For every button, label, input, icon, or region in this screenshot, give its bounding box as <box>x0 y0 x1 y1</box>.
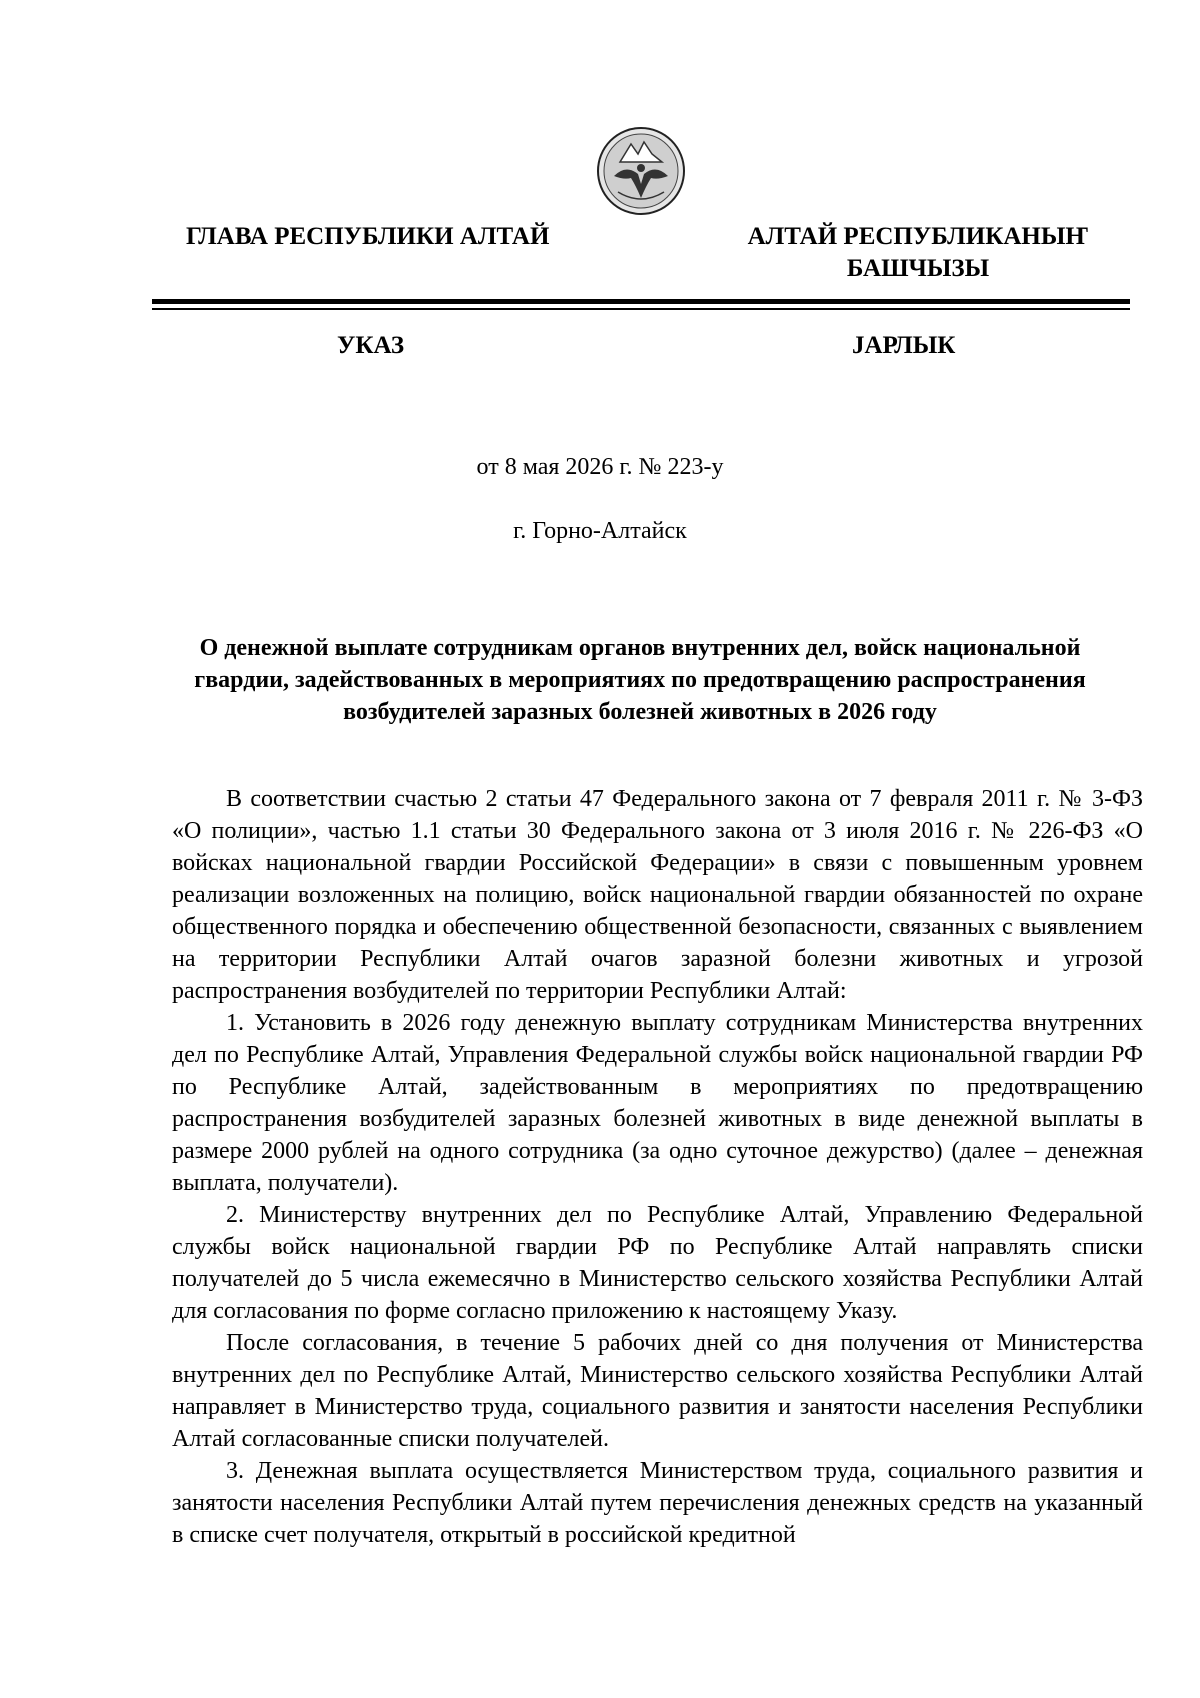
document-title-line: О денежной выплате сотрудникам органов внутренних дел, войск национальной <box>199 635 1081 661</box>
document-title <box>170 632 1110 728</box>
header-divider-thin <box>152 308 1130 310</box>
decree-label-alt: ЈАРЛЫК <box>852 332 956 359</box>
document-title-line: гвардии, задействованных в мероприятиях по предотвращению распространения <box>194 667 1086 693</box>
header-right-title-line1: АЛТАЙ РЕСПУБЛИКАНЫҤ <box>747 223 1089 250</box>
coat-of-arms-icon <box>596 126 686 216</box>
body-paragraph-item-3: 3. Денежная выплата осуществляется Министерством труда, социального развития и занятости населения Республики Алтай путем перечисления денежных средств на указанный в списке счет получателя, открытый в российской кредитной <box>172 1458 1143 1548</box>
document-title-line: возбудителей заразных болезней животных в 2026 году <box>343 699 937 725</box>
decree-city: г. Горно-Алтайск <box>513 518 687 544</box>
document-body <box>172 783 1143 1551</box>
body-paragraph-after-agreement: После согласования, в течение 5 рабочих дней со дня получения от Министерства внутренних дел по Республике Алтай, Министерство сельского хозяйства Республики Алтай направляет в Министерство труда, социального развития и занятости населения Республики Алтай согласованные списки получателей. <box>172 1330 1143 1452</box>
header-left-title: ГЛАВА РЕСПУБЛИКИ АЛТАЙ <box>186 223 550 250</box>
body-paragraph-preamble: В соответствии счастью 2 статьи 47 Федерального закона от 7 февраля 2011 г. № 3-ФЗ «О полиции», частью 1.1 статьи 30 Федерального закона от 3 июля 2016 г. № 226-ФЗ «О войсках национальной гвардии Российской Федерации» в связи с повышенным уровнем реализации возложенных на полицию, войск национальной гвардии обязанностей по охране общественного порядка и обеспечению общественной безопасности, связанных с выявлением на территории Республики Алтай очагов заразной болезни животных и угрозой распространения возбудителей по территории Республики Алтай: <box>172 786 1143 1004</box>
header-divider-thick <box>152 299 1130 304</box>
decree-label-ru: УКАЗ <box>337 332 405 359</box>
header-right-title <box>728 221 1108 285</box>
decree-date-number: от 8 мая 2026 г. № 223-у <box>476 454 724 480</box>
body-paragraph-item-2: 2. Министерству внутренних дел по Республике Алтай, Управлению Федеральной службы войск национальной гвардии РФ по Республике Алтай направлять списки получателей до 5 числа ежемесячно в Министерство сельского хозяйства Республики Алтай для согласования по форме согласно приложению к настоящему Указу. <box>172 1202 1143 1324</box>
body-paragraph-item-1: 1. Установить в 2026 году денежную выплату сотрудникам Министерства внутренних дел по Республике Алтай, Управления Федеральной службы войск национальной гвардии РФ по Республике Алтай, задействованным в мероприятиях по предотвращению распространения возбудителей заразных болезней животных в виде денежной выплаты в размере 2000 рублей на одного сотрудника (за одно суточное дежурство) (далее – денежная выплата, получатели). <box>172 1010 1143 1196</box>
header-right-title-line2: БАШЧЫЗЫ <box>846 255 990 282</box>
